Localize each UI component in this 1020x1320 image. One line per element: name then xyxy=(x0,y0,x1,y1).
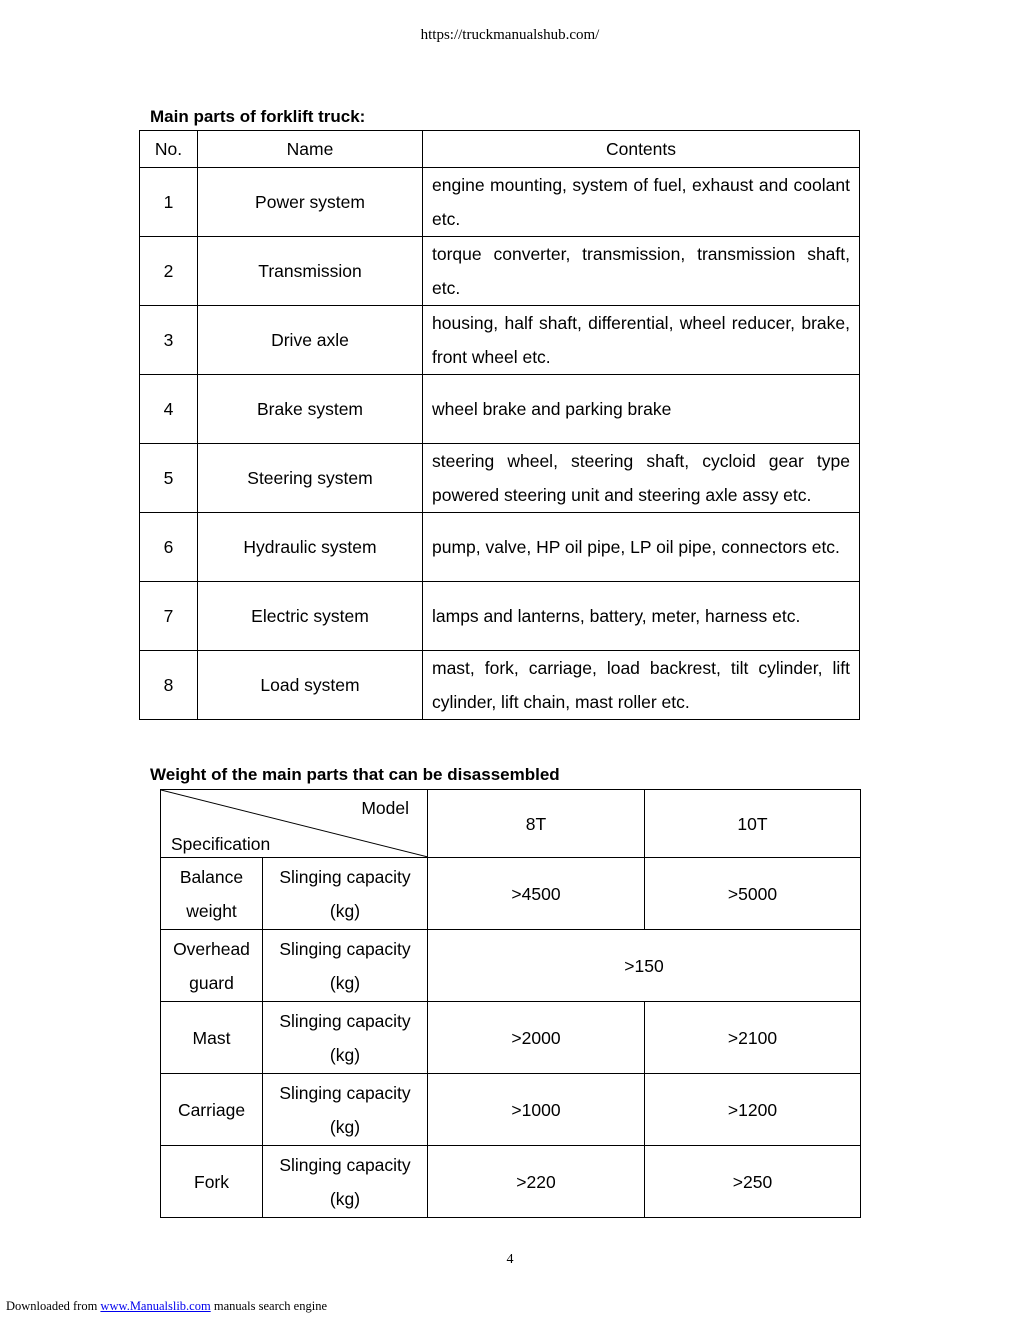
table-row xyxy=(161,930,861,1002)
diagonal-header-cell xyxy=(161,790,428,858)
table-header-row xyxy=(161,790,861,858)
row-no: 7 xyxy=(140,582,198,651)
value-10t: >5000 xyxy=(645,858,861,930)
row-no: 4 xyxy=(140,375,198,444)
part-name: Carriage xyxy=(161,1074,263,1146)
row-no: 6 xyxy=(140,513,198,582)
row-no: 1 xyxy=(140,168,198,237)
column-header-10t: 10T xyxy=(645,790,861,858)
table-row xyxy=(161,1146,861,1218)
table-row xyxy=(161,1074,861,1146)
value-8t: >1000 xyxy=(428,1074,645,1146)
spec-label: Slinging capacity (kg) xyxy=(263,930,428,1002)
value-10t: >2100 xyxy=(645,1002,861,1074)
table-row xyxy=(140,375,860,444)
table-row xyxy=(140,306,860,375)
row-contents: engine mounting, system of fuel, exhaust and coolant etc. xyxy=(423,168,860,237)
value-8t: >220 xyxy=(428,1146,645,1218)
row-contents: lamps and lanterns, battery, meter, harness etc. xyxy=(423,582,860,651)
spec-label: Slinging capacity (kg) xyxy=(263,1074,428,1146)
main-parts-table xyxy=(139,130,860,720)
specification-label: Specification xyxy=(171,834,271,854)
table-row xyxy=(161,1002,861,1074)
value-shared: >150 xyxy=(428,930,861,1002)
table-row xyxy=(140,651,860,720)
model-label: Model xyxy=(361,798,409,818)
table-header-row xyxy=(140,131,860,168)
table-row xyxy=(140,582,860,651)
spec-label: Slinging capacity (kg) xyxy=(263,1146,428,1218)
row-contents: housing, half shaft, differential, wheel reducer, brake, front wheel etc. xyxy=(423,306,860,375)
column-header-8t: 8T xyxy=(428,790,645,858)
row-contents: pump, valve, HP oil pipe, LP oil pipe, connectors etc. xyxy=(423,513,860,582)
manualslib-link[interactable]: www.Manualslib.com xyxy=(100,1299,211,1313)
row-contents: steering wheel, steering shaft, cycloid gear type powered steering unit and steering axle assy etc. xyxy=(423,444,860,513)
part-name: Mast xyxy=(161,1002,263,1074)
row-name: Load system xyxy=(198,651,423,720)
footer-suffix: manuals search engine xyxy=(213,1299,327,1313)
row-no: 2 xyxy=(140,237,198,306)
row-name: Power system xyxy=(198,168,423,237)
part-name: Balance weight xyxy=(161,858,263,930)
row-name: Transmission xyxy=(198,237,423,306)
table-row xyxy=(140,168,860,237)
row-no: 3 xyxy=(140,306,198,375)
row-name: Drive axle xyxy=(198,306,423,375)
main-parts-title: Main parts of forklift truck: xyxy=(150,107,366,126)
spec-label: Slinging capacity (kg) xyxy=(263,1002,428,1074)
weights-title: Weight of the main parts that can be disassembled xyxy=(150,765,560,784)
part-name: Overhead guard xyxy=(161,930,263,1002)
row-name: Steering system xyxy=(198,444,423,513)
spec-label: Slinging capacity (kg) xyxy=(263,858,428,930)
value-10t: >250 xyxy=(645,1146,861,1218)
table-row xyxy=(140,237,860,306)
row-no: 8 xyxy=(140,651,198,720)
value-8t: >2000 xyxy=(428,1002,645,1074)
row-name: Brake system xyxy=(198,375,423,444)
row-no: 5 xyxy=(140,444,198,513)
table-row xyxy=(140,444,860,513)
row-contents: torque converter, transmission, transmission shaft, etc. xyxy=(423,237,860,306)
row-name: Electric system xyxy=(198,582,423,651)
row-contents: mast, fork, carriage, load backrest, tilt cylinder, lift cylinder, lift chain, mast roller etc. xyxy=(423,651,860,720)
value-10t: >1200 xyxy=(645,1074,861,1146)
source-url: https://truckmanualshub.com/ xyxy=(420,27,600,43)
footer-prefix: Downloaded from xyxy=(6,1299,98,1313)
column-header-contents: Contents xyxy=(423,131,860,168)
footer xyxy=(6,1299,327,1314)
column-header-name: Name xyxy=(198,131,423,168)
part-name: Fork xyxy=(161,1146,263,1218)
page-number: 4 xyxy=(506,1252,514,1267)
table-row xyxy=(161,858,861,930)
weights-table xyxy=(160,789,861,1218)
row-contents: wheel brake and parking brake xyxy=(423,375,860,444)
row-name: Hydraulic system xyxy=(198,513,423,582)
value-8t: >4500 xyxy=(428,858,645,930)
column-header-no: No. xyxy=(140,131,198,168)
table-row xyxy=(140,513,860,582)
